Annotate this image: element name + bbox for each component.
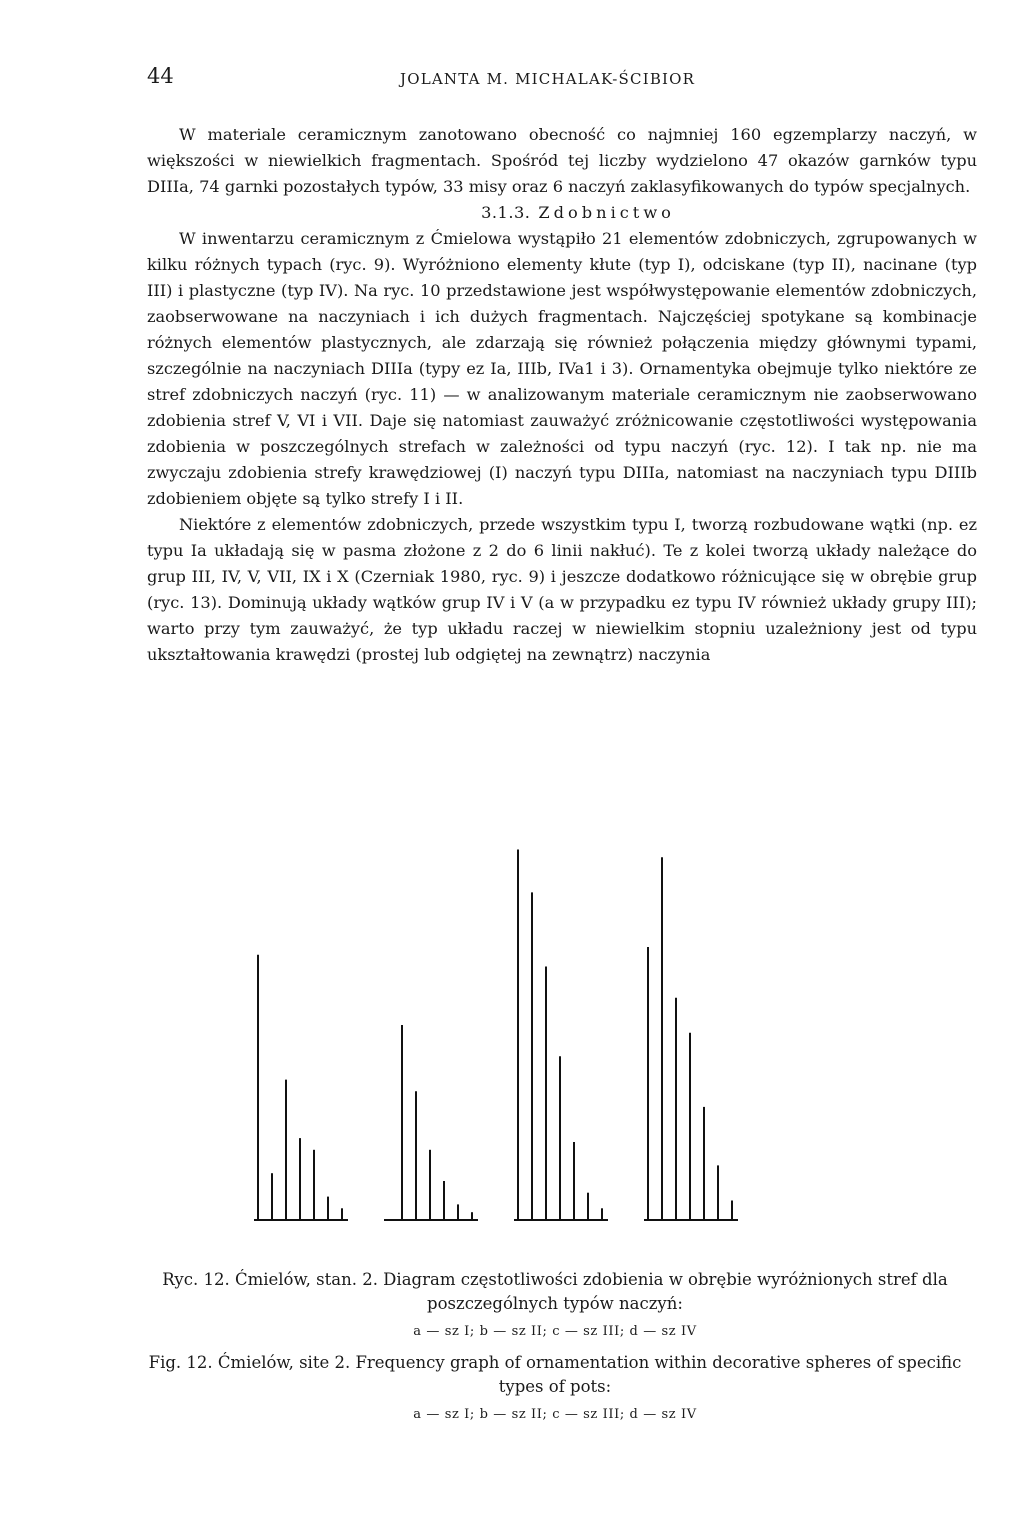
paragraph-1: W materiale ceramicznym zanotowano obecność co najmniej 160 egzemplarzy naczyń, w większości w niewielkich fragmentach. Spośród tej liczby wydzielono 47 okazów garnków typu DIIIa, 74 garnki pozostałych typów, 33 misy oraz 6 naczyń zaklasyfikowanych do typów specjalnych. — [147, 125, 977, 196]
caption-pl-label: Ryc. 12. — [162, 1270, 230, 1289]
caption-polish — [130, 1268, 980, 1344]
caption-pl-text: Ćmielów, stan. 2. Diagram częstotliwości zdobienia w obrębie wyróżnionych stref dla poszczególnych typów naczyń: — [234, 1270, 948, 1313]
paragraph-3: Niektóre z elementów zdobniczych, przede wszystkim typu I, tworzą rozbudowane wątki (np. ez typu Ia układają się w pasma złożone z 2 do 6 linii nakłuć). Te z kolei tworzą układy należące do grup III, IV, V, VII, IX i X (Czerniak 1980, ryc. 9) i jeszcze dodatkowo różnicujące się w obrębie grup (ryc. 13). Dominują układy wątków grup IV i V (a w przypadku ez typu IV również układy grupy III); warto przy tym zauważyć, że typ układu raczej w niewielkim stopniu uzależniony jest od typu ukształtowania krawędzi (prostej lub odgiętej na zewnątrz) naczynia — [147, 515, 977, 664]
section-title: Zdobnictwo — [538, 203, 675, 222]
section-number: 3.1.3. — [481, 203, 531, 222]
body-text — [147, 122, 977, 668]
caption-pl-legend: a — sz I; b — sz II; c — sz III; d — sz IV — [413, 1324, 697, 1339]
frequency-chart — [250, 820, 770, 1250]
caption-en-label: Fig. 12. — [148, 1353, 213, 1372]
running-head: JOLANTA M. MICHALAK-ŚCIBIOR — [400, 70, 696, 88]
chart-svg — [250, 820, 770, 1250]
section-heading — [147, 200, 977, 226]
page-header — [147, 66, 977, 96]
caption-en-legend: a — sz I; b — sz II; c — sz III; d — sz IV — [413, 1407, 697, 1422]
paragraph-2: W inwentarzu ceramicznym z Ćmielowa wystąpiło 21 elementów zdobniczych, zgrupowanych w kilku różnych typach (ryc. 9). Wyróżniono elementy kłute (typ I), odciskane (typ II), nacinane (typ III) i plastyczne (typ IV). Na ryc. 10 przedstawione jest współwystępowanie elementów zdobniczych, zaobserwowane na naczyniach i ich dużych fragmentach. Najczęściej spotykane są kombinacje różnych elementów plastycznych, ale zdarzają się również połączenia między głównymi typami, szczególnie na naczyniach DIIIa (typy ez Ia, IIIb, IVa1 i 3). Ornamentyka obejmuje tylko niektóre ze stref zdobniczych naczyń (ryc. 11) — w analizowanym materiale ceramicznym nie zaobserwowano zdobienia stref V, VI i VII. Daje się natomiast zauważyć zróżnicowanie częstotliwości występowania zdobienia w poszczególnych strefach w zależności od typu naczyń (ryc. 12). I tak np. nie ma zwyczaju zdobienia strefy krawędziowej (I) naczyń typu DIIIa, natomiast na naczyniach typu DIIIb zdobieniem objęte są tylko strefy I i II. — [147, 229, 977, 508]
page-number: 44 — [147, 64, 174, 88]
caption-en-text: Ćmielów, site 2. Frequency graph of ornamentation within decorative spheres of specific types of pots: — [217, 1353, 962, 1396]
caption-english — [130, 1351, 980, 1427]
